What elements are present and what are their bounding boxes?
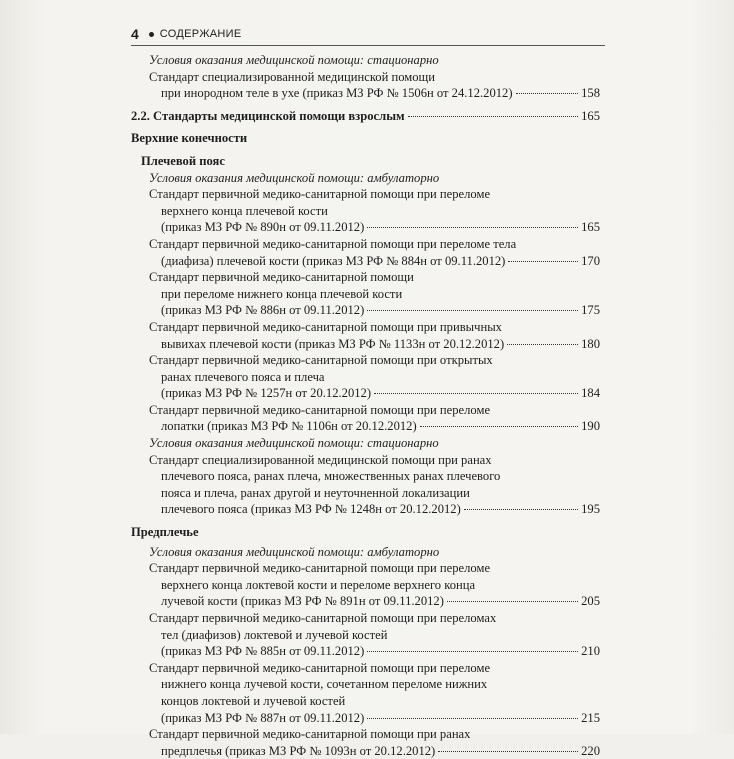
condition-label: Условия оказания медицинской помощи: стационарно [149, 436, 439, 451]
dot-leader [420, 426, 578, 427]
toc-entry[interactable] [131, 186, 600, 236]
dot-leader [438, 751, 578, 752]
toc-entry-line: при переломе нижнего конца плечевой кости [161, 286, 403, 301]
toc-page-number: 165 [581, 220, 600, 235]
toc-page-number: 210 [581, 644, 600, 659]
toc-entry[interactable] [131, 269, 600, 319]
toc-page-number: 220 [581, 743, 600, 758]
dot-leader [367, 718, 578, 719]
page-header [131, 26, 242, 42]
dot-leader [367, 227, 578, 228]
toc-entry-line: Стандарт первичной медико-санитарной помощи при переломе [149, 660, 491, 675]
page-number: 4 [131, 26, 139, 42]
toc-section[interactable] [131, 108, 600, 125]
toc-entry-line: плечевого пояса, ранах плеча, множественных ранах плечевого [161, 469, 501, 484]
toc-entry-text: (приказ МЗ РФ № 885н от 09.11.2012) [161, 644, 365, 659]
toc-entry[interactable] [131, 660, 600, 726]
toc-entry[interactable] [131, 69, 600, 102]
toc-entry-line-last [131, 710, 600, 727]
toc-entry-line: Стандарт первичной медико-санитарной помощи при переломе [149, 187, 491, 202]
toc-entry-line: тел (диафизов) локтевой и лучевой костей [161, 627, 388, 642]
toc-entry-line: Стандарт специализированной медицинской помощи при ранах [149, 452, 492, 467]
subsection-title: Плечевой пояс [141, 153, 225, 168]
toc-entry-text: плечевого пояса (приказ МЗ РФ № 1248н от 20.12.2012) [161, 502, 461, 517]
toc-entry-line: концов локтевой и лучевой костей [161, 693, 346, 708]
dot-leader [516, 93, 579, 94]
toc-entry-line-last [131, 418, 600, 435]
toc-entry-line-last [131, 85, 600, 102]
toc-entry[interactable] [131, 560, 600, 610]
toc-entry-line-last [131, 385, 600, 402]
toc-page-number: 165 [581, 108, 600, 123]
toc-entry-line: Стандарт первичной медико-санитарной помощи при переломах [149, 611, 497, 625]
toc-page-number: 170 [581, 253, 600, 268]
toc-entry-line-last [131, 593, 600, 610]
toc-entry-text: (приказ МЗ РФ № 890н от 09.11.2012) [161, 220, 365, 235]
toc-entry[interactable] [131, 610, 600, 660]
toc-entry-text: (приказ МЗ РФ № 887н от 09.11.2012) [161, 710, 365, 725]
bullet-icon [149, 32, 154, 37]
toc-page-number: 215 [581, 710, 600, 725]
condition-label: Условия оказания медицинской помощи: амбулаторно [149, 170, 440, 185]
toc-entry-line-last [131, 643, 600, 660]
toc-entry-line: Стандарт специализированной медицинской помощи [149, 69, 435, 84]
toc-entry[interactable] [131, 236, 600, 269]
toc-entry[interactable] [131, 402, 600, 435]
toc-page-number: 184 [581, 386, 600, 401]
toc-entry-line: верхнего конца локтевой кости и переломе верхнего конца [161, 577, 476, 592]
toc-entry-line-last [131, 336, 600, 353]
toc-page-number: 180 [581, 336, 600, 351]
dot-leader [374, 393, 578, 394]
toc-entry-line: Стандарт первичной медико-санитарной помощи при переломе [149, 561, 491, 576]
toc-entry-line: Стандарт первичной медико-санитарной помощи при открытых [149, 353, 493, 368]
toc-entry-line-last [131, 219, 600, 236]
toc-entry-line: нижнего конца лучевой кости, сочетанном переломе нижних [161, 677, 488, 692]
toc-entry-line: Стандарт первичной медико-санитарной помощи при переломе тела [149, 236, 517, 251]
condition-label: Условия оказания медицинской помощи: стационарно [149, 53, 439, 67]
toc-page-number: 190 [581, 419, 600, 434]
toc-entry-line: Стандарт первичной медико-санитарной помощи при привычных [149, 319, 502, 334]
toc-entry-text: при инородном теле в ухе (приказ МЗ РФ № 1506н от 24.12.2012) [161, 86, 513, 101]
toc-entry-line-last [131, 302, 600, 319]
toc-page-number: 158 [581, 86, 600, 101]
toc-entry-line: Стандарт первичной медико-санитарной помощи при ранах [149, 727, 471, 742]
dot-leader [464, 509, 578, 510]
toc-entry-line: Стандарт первичной медико-санитарной помощи [149, 270, 414, 285]
toc-page-number: 205 [581, 594, 600, 609]
toc-entry-line-last [131, 743, 600, 759]
toc-page-number: 195 [581, 502, 600, 517]
toc-entry[interactable] [131, 452, 600, 518]
toc-entry[interactable] [131, 319, 600, 352]
toc-entry-line: пояса и плеча, ранах другой и неуточненной локализации [161, 485, 470, 500]
toc-entry-line: ранах плечевого пояса и плеча [161, 369, 325, 384]
dot-leader [508, 261, 578, 262]
toc-entry-line: Стандарт первичной медико-санитарной помощи при переломе [149, 402, 491, 417]
toc-entry-text: лучевой кости (приказ МЗ РФ № 891н от 09.11.2012) [161, 594, 444, 609]
toc-entry-line: верхнего конца плечевой кости [161, 203, 328, 218]
toc-entry-text: (диафиза) плечевой кости (приказ МЗ РФ № 884н от 09.11.2012) [161, 253, 506, 268]
toc-entry-line-last [131, 501, 600, 518]
toc-entry-text: (приказ МЗ РФ № 1257н от 20.12.2012) [161, 386, 372, 401]
toc-entry[interactable] [131, 352, 600, 402]
dot-leader [367, 651, 578, 652]
subsection-title: Верхние конечности [131, 131, 248, 146]
toc-page-number: 175 [581, 303, 600, 318]
toc-entry-line-last [131, 253, 600, 270]
header-title: СОДЕРЖАНИЕ [159, 28, 242, 40]
condition-label: Условия оказания медицинской помощи: амбулаторно [149, 544, 440, 559]
subsection-title: Предплечье [131, 525, 199, 540]
dot-leader [447, 601, 578, 602]
toc-entry-text: вывихах плечевой кости (приказ МЗ РФ № 1133н от 20.12.2012) [161, 336, 505, 351]
toc-entry-text: лопатки (приказ МЗ РФ № 1106н от 20.12.2012) [161, 419, 417, 434]
dot-leader [408, 116, 579, 117]
dot-leader [507, 344, 578, 345]
toc-entry[interactable] [131, 726, 600, 759]
dot-leader [367, 310, 578, 311]
header-divider [131, 45, 605, 46]
table-of-contents [131, 52, 600, 759]
toc-entry-text: предплечья (приказ МЗ РФ № 1093н от 20.12.2012) [161, 743, 436, 758]
toc-entry-text: (приказ МЗ РФ № 886н от 09.11.2012) [161, 303, 365, 318]
section-title: 2.2. Стандарты медицинской помощи взрослым [131, 108, 405, 123]
